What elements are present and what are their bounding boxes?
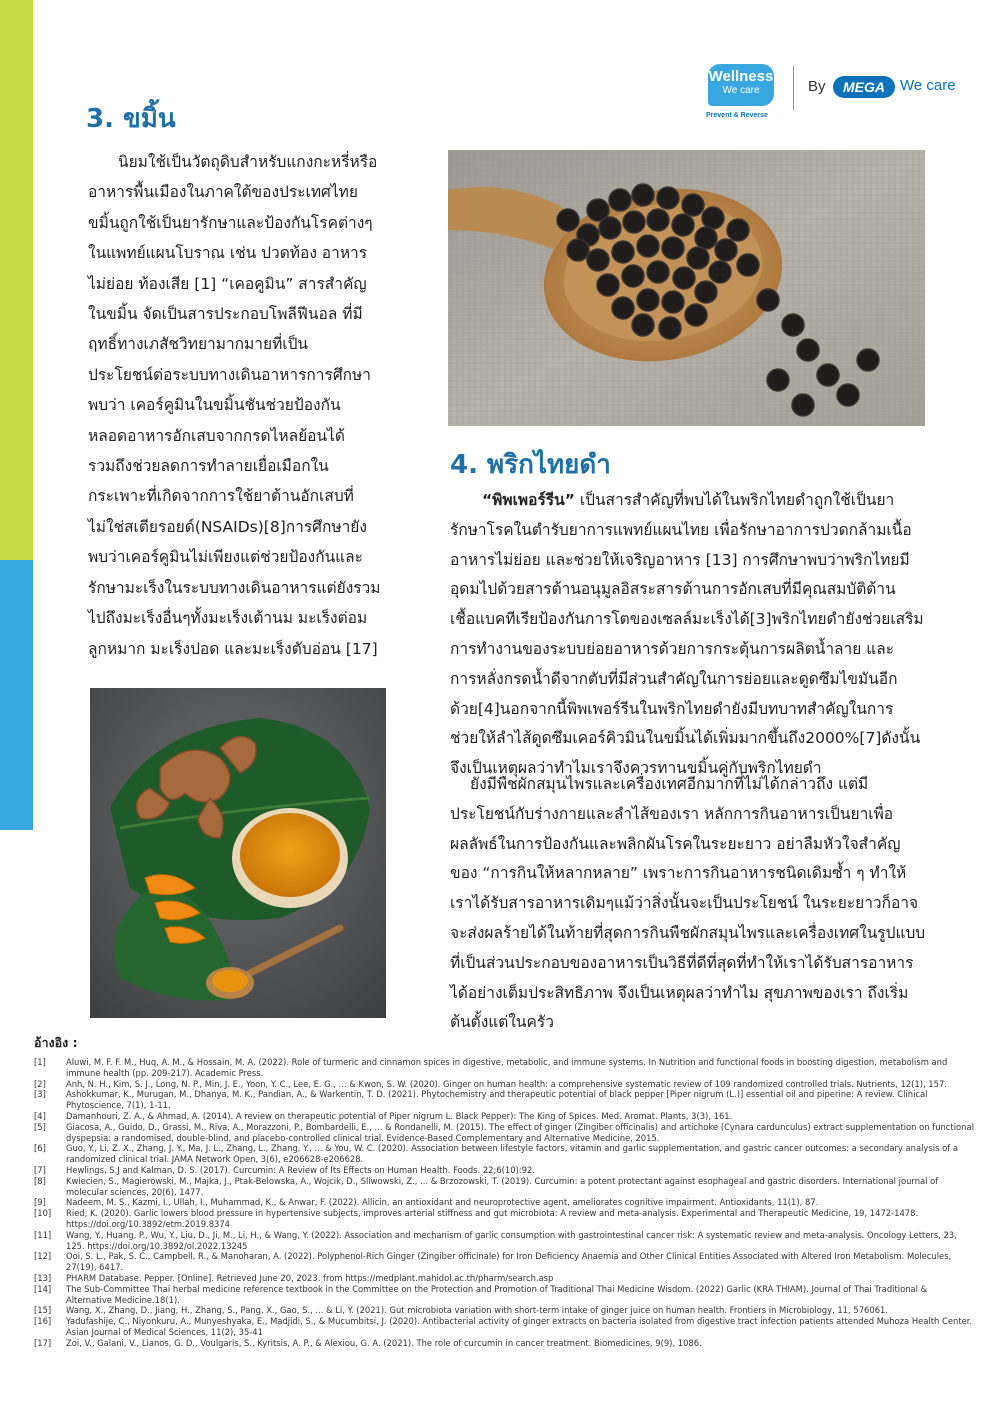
peppercorn	[673, 267, 695, 289]
reference-text: Nadeem, M. S., Kazmi, I., Ullah, I., Muhammad, K., & Anwar, F. (2022). Allicin, an antioxidant and neuroprotective agent, ameliorates cognitive impairment. Antioxidants, 11(1), 87.	[66, 1197, 819, 1208]
reference-item	[34, 1143, 974, 1165]
peppercorn	[609, 189, 631, 211]
reference-number: [6]	[34, 1143, 46, 1154]
peppercorn	[637, 235, 659, 257]
reference-item	[34, 1079, 974, 1090]
section-4-line: การหลั่งกรดน้ำดีจากตับที่มีส่วนสำคัญในการย่อยและดูดซึมไขมันอีก	[450, 669, 898, 688]
accent-bar-green	[0, 0, 33, 560]
section-4-line: อุดมไปด้วยสารต้านอนุมูลอิสระสารต้านการอักเสบที่มีคุณสมบัติต้าน	[450, 580, 896, 599]
reference-number: [10]	[34, 1208, 52, 1219]
peppercorn	[695, 227, 717, 249]
reference-item	[34, 1208, 974, 1230]
reference-item	[34, 1305, 974, 1316]
wellness-badge	[708, 64, 774, 106]
accent-bar-blue	[0, 560, 33, 830]
section-3-line: ไม่ใช่สเตียรอยด์(NSAIDs)[8]การศึกษายัง	[88, 517, 367, 536]
reference-number: [16]	[34, 1316, 52, 1327]
closing-line: ที่เป็นส่วนประกอบของอาหารเป็นวิธีที่ดีที่สุดที่ทำให้เราได้รับสารอาหาร	[450, 953, 914, 972]
reference-text: Yadufashije, C., Niyonkuru, A., Munyeshyaka, E., Madjidi, S., & Mucumbitsi, J. (2020). Antibacterial activity of ginger extracts on bacteria isolated from digestive tract infection patients attended Muhoza Health Center. Asian Journal of Medical Sciences, 11(2), 35-41	[66, 1316, 973, 1337]
reference-item	[34, 1197, 974, 1208]
reference-number: [8]	[34, 1175, 46, 1186]
section-4-title: 4. พริกไทยดำ	[450, 450, 611, 480]
reference-number: [11]	[34, 1229, 52, 1240]
section-3-body	[88, 147, 381, 664]
section-3-line: ลูกหมาก มะเร็งปอด และมะเร็งตับอ่อน [17]	[88, 639, 378, 658]
mega-logo: MEGA	[833, 76, 895, 98]
we-care-text: We care	[900, 77, 956, 94]
reference-item	[34, 1122, 974, 1144]
reference-item	[34, 1251, 974, 1273]
black-pepper-image	[448, 150, 925, 426]
wellness-tagline: Prevent & Reverse	[706, 112, 768, 119]
brand-logo	[700, 60, 970, 124]
reference-item	[34, 1176, 974, 1198]
reference-text: Zoi, V., Galani, V., Lianos, G. D., Voulgaris, S., Kyritsis, A. P., & Alexiou, G. A. (2021). The role of curcumin in cancer treatment. Biomedicines, 9(9), 1086.	[66, 1337, 702, 1348]
section-4-body	[450, 486, 924, 784]
references	[34, 1033, 974, 1349]
peppercorn	[687, 247, 709, 269]
reference-item	[34, 1284, 974, 1306]
peppercorn	[632, 184, 654, 206]
peppercorn	[857, 349, 879, 371]
peppercorn	[715, 239, 737, 261]
references-title: อ้างอิง :	[34, 1035, 78, 1050]
section-4-line: การทำงานของระบบย่อยอาหารด้วยการกระตุ้นการผลิตน้ำลาย และ	[450, 639, 895, 658]
turmeric-image	[90, 688, 386, 1018]
reference-number: [4]	[34, 1110, 46, 1121]
peppercorn	[647, 261, 669, 283]
reference-list	[34, 1057, 974, 1349]
reference-text: Ried, K. (2020). Garlic lowers blood pressure in hypertensive subjects, improves arterial stiffness and gut microbiota: A review and meta-analysis. Experimental and Therapeutic Medicine, 19, 1472-1478. https://doi.org/10.3892/etm.2019.8374	[66, 1208, 919, 1229]
reference-text: The Sub-Committee Thai herbal medicine reference textbook in the Committee on the Protection and Promotion of Traditional Thai Medicine Wisdom. (2022) Garlic (KRA THIAM). Journal of Thai Traditional & Alternative Medicine.18(1).	[66, 1283, 928, 1305]
peppercorn	[597, 274, 619, 296]
peppercorn	[837, 384, 859, 406]
reference-text: Hewlings, S.J and Kalman, D. S. (2017). Curcumin: A Review of Its Effects on Human Health. Foods. 22;6(10):92.	[66, 1164, 535, 1175]
section-4-line: อาหารไม่ย่อย และช่วยให้เจริญอาหาร [13] การศึกษาพบว่าพริกไทยมี	[450, 550, 910, 569]
peppercorn	[792, 394, 814, 416]
peppercorn	[662, 237, 684, 259]
reference-item	[34, 1165, 974, 1176]
reference-text: Anh, N. H., Kim, S. J., Long, N. P., Min, J. E., Yoon, Y. C., Lee, E. G., ... & Kwon, S. W. (2020). Ginger on human health: a comprehensive systematic review of 109 randomized controlled trials. Nutrients, 12(1), 157.	[66, 1078, 947, 1089]
reference-number: [5]	[34, 1121, 46, 1132]
peppercorn	[659, 317, 681, 339]
wellness-main-text: Wellness	[708, 68, 774, 85]
peppercorn	[737, 254, 759, 276]
peppercorn	[632, 314, 654, 336]
black-pepper-photo	[448, 150, 925, 426]
section-3-line: รักษามะเร็งในระบบทางเดินอาหารแต่ยังรวม	[88, 578, 381, 597]
peppercorn	[797, 339, 819, 361]
section-3-line: ไปถึงมะเร็งอื่นๆทั้งมะเร็งเต้านม มะเร็งต่อม	[88, 609, 368, 628]
peppercorn	[647, 209, 669, 231]
section-3-line: พบว่า เคอร์คูมินในขมิ้นชันช่วยป้องกัน	[88, 396, 341, 415]
section-4-lead-rest: เป็นสารสำคัญที่พบได้ในพริกไทยดำถูกใช้เป็นยา	[574, 491, 895, 509]
reference-number: [15]	[34, 1305, 52, 1316]
reference-item	[34, 1316, 974, 1338]
reference-item	[34, 1338, 974, 1349]
peppercorn	[672, 214, 694, 236]
logo-divider	[793, 66, 794, 110]
closing-line: ประโยชน์กับร่างกายและลำไส้ของเรา หลักการกินอาหารเป็นยาเพื่อ	[450, 804, 894, 823]
peppercorn	[695, 281, 717, 303]
reference-number: [12]	[34, 1251, 52, 1262]
peppercorn	[685, 304, 707, 326]
reference-item	[34, 1230, 974, 1252]
reference-number: [17]	[34, 1337, 52, 1348]
section-3-line: ฤทธิ์ทางเภสัชวิทยามากมายที่เป็น	[88, 335, 309, 354]
peppercorn	[587, 249, 609, 271]
piperine-term: “พิพเพอร์รีน”	[482, 491, 575, 509]
closing-line: ได้อย่างเต็มประสิทธิภาพ จึงเป็นเหตุผลว่าทำไม สุขภาพของเรา ถึงเริ่ม	[450, 983, 909, 1002]
section-3-line: ขมิ้นถูกใช้เป็นยารักษาและป้องกันโรคต่างๆ	[88, 213, 373, 232]
reference-number: [3]	[34, 1089, 46, 1100]
section-3-line: อาหารพื้นเมืองในภาคใต้ของประเทศไทย	[88, 183, 358, 202]
reference-item	[34, 1273, 974, 1284]
peppercorn	[612, 297, 634, 319]
reference-text: Wang, X., Zhang, D., Jiang, H., Zhang, S., Pang, X., Gao, S., ... & Li, Y. (2021). Gut microbiota variation with short-term intake of ginger juice on human health. Frontiers in Microbiology, 11, 576061.	[66, 1305, 889, 1316]
section-3-line: ในแพทย์แผนโบราณ เช่น ปวดท้อง อาหาร	[88, 244, 368, 263]
closing-line: จะส่งผลร้ายได้ในท้ายที่สุดการกินพืชผักสมุนไพรและเครื่องเทศในรูปแบบ	[450, 923, 926, 942]
reference-text: Kwiecien, S., Magierowski, M., Majka, J., Ptak-Belowska, A., Wojcik, D., Sliwowski, Z., ... & Brzozowski, T. (2019). Curcumin: a potent protectant against esophageal and gastric disorders. International journal of molecular sciences, 20(6), 1477.	[66, 1175, 939, 1197]
reference-text: Guo, Y., Li, Z. X., Zhang, J. Y., Ma, J. L., Zhang, L., Zhang, Y., ... & You, W. C. (2020). Association between lifestyle factors, vitamin and garlic supplementation, and gastric cancer outcomes: a secondary analysis of a randomized clinical trial. JAMA Network Open, 3(6), e206628-e206628.	[66, 1143, 958, 1165]
reference-item	[34, 1089, 974, 1111]
turmeric-photo	[90, 688, 386, 1018]
peppercorn	[727, 219, 749, 241]
reference-item	[34, 1111, 974, 1122]
section-3-line: กระเพาะที่เกิดจากการใช้ยาต้านอักเสบที่	[88, 487, 354, 506]
peppercorn	[709, 261, 731, 283]
section-3-line: รวมถึงช่วยลดการทำลายเยื่อเมือกใน	[88, 457, 329, 476]
section-3-line: ในขมิ้น จัดเป็นสารประกอบโพลีฟีนอล ที่มี	[88, 305, 363, 324]
peppercorn	[817, 364, 839, 386]
section-4-line: เชื้อแบคทีเรียป้องกันการโตของเซลล์มะเร็งได้[3]พริกไทยดำยังช่วยเสริม	[450, 610, 924, 629]
section-3-line: ไม่ย่อย ท้องเสีย [1] “เคอคูมิน” สารสำคัญ	[88, 274, 367, 293]
section-3-line: พบว่าเคอร์คูมินไม่เพียงแต่ช่วยป้องกันและ	[88, 548, 363, 567]
peppercorn	[702, 207, 724, 229]
peppercorn	[757, 289, 779, 311]
reference-number: [13]	[34, 1272, 52, 1283]
peppercorn	[599, 217, 621, 239]
reference-number: [1]	[34, 1057, 46, 1067]
section-3-line: นิยมใช้เป็นวัตถุดิบสำหรับแกงกะหรี่หรือ	[118, 153, 378, 171]
peppercorn	[567, 239, 589, 261]
peppercorn	[782, 314, 804, 336]
closing-line: ผลลัพธ์ในการป้องกันและพลิกผันโรคในระยะยาว อย่าลืมหัวใจสำคัญ	[450, 834, 901, 853]
section-4-lines	[450, 516, 924, 784]
reference-number: [14]	[34, 1283, 52, 1294]
wellness-sub-text: We care	[722, 85, 760, 96]
reference-text: Wang, Y., Huang, P., Wu, Y., Liu, D., Ji, M., Li, H., & Wang, Y. (2022). Association and mechanism of garlic consumption with gastrointestinal cancer risk: A systematic review and meta-analysis. Oncology Letters, 23, 125. https://doi.org/10.3892/ol.2022.13245	[66, 1229, 957, 1251]
reference-number: [7]	[34, 1164, 46, 1175]
by-text: By	[808, 78, 826, 95]
closing-line: ต้นตั้งแต่ในครัว	[450, 1013, 554, 1032]
section-3-line: หลอดอาหารอักเสบจากกรดไหลย้อนได้	[88, 426, 345, 445]
closing-line: ยังมีพืชผักสมุนไพรและเครื่องเทศอีกมากที่ไม่ได้กล่าวถึง แต่มี	[470, 775, 869, 793]
peppercorn	[623, 211, 645, 233]
closing-line: เราได้รับสารอาหารเดิมๆแม้ว่าสิ่งนั้นจะเป็นประโยชน์ ในระยะยาวก็อาจ	[450, 894, 919, 913]
reference-number: [9]	[34, 1197, 46, 1208]
peppercorn	[767, 369, 789, 391]
peppercorn	[637, 289, 659, 311]
section-4-line: ด้วย[4]นอกจากนี้พิพเพอร์รีนในพริกไทยดำยังมีบทบาทสำคัญในการ	[450, 699, 894, 718]
section-4-line: จึงเป็นเหตุผลว่าทำไมเราจึงควรทานขมิ้นคู่กับพริกไทยดำ	[450, 759, 822, 778]
peppercorn	[662, 291, 684, 313]
section-3-title: 3. ขมิ้น	[86, 104, 176, 134]
peppercorn	[557, 209, 579, 231]
section-4-lead-line	[450, 486, 924, 516]
reference-text: Ashokkumar, K., Murugan, M., Dhanya, M. K., Pandian, A., & Warkentin, T. D. (2021). Phytochemistry and therapeutic potential of black pepper [Piper nigrum (L.)] essential oil and piperine: A review. Clinical Phytoscience, 7(1), 1-11.	[66, 1089, 928, 1111]
section-4-line: รักษาโรคในตำรับยาการแพทย์แผนไทย เพื่อรักษาอาการปวดกล้ามเนื้อ	[450, 520, 912, 539]
reference-text: Ooi, S. L., Pak, S. C., Campbell, R., & Manoharan, A. (2022). Polyphenol-Rich Ginger (Zingiber officinale) for Iron Deficiency Anaemia and Other Clinical Entities Associated with Altered Iron Metabolism. Molecules, 27(19), 6417.	[66, 1251, 952, 1273]
peppercorn	[622, 265, 644, 287]
closing-line: ของ “การกินให้หลากหลาย” เพราะการกินอาหารชนิดเดิมซ้ำ ๆ ทำให้	[450, 864, 907, 883]
peppercorn	[612, 241, 634, 263]
peppercorn	[657, 187, 679, 209]
reference-text: Giacosa, A., Guido, D., Grassi, M., Riva, A., Morazzoni, P., Bombardelli, E., ... & Rondanelli, M. (2015). The effect of ginger (Zingiber officinalis) and artichoke (Cynara cardunculus) extract supplementation on functional dyspepsia: a randomised, double-blind, and placebo-controlled clinical trial. Evidence-Based Complementary and Alternative Medicine, 2015.	[66, 1121, 974, 1143]
reference-text: PHARM Database. Pepper. [Online]. Retrieved June 20, 2023. from https://medplant.mahidol.ac.th/pharm/search.asp	[66, 1272, 554, 1283]
peppercorn	[682, 194, 704, 216]
section-4-line: ช่วยให้ลำไส้ดูดซึมเคอร์คิวมินในขมิ้นได้เพิ่มมากขึ้นถึง2000%[7]ดังนั้น	[450, 729, 921, 748]
reference-number: [2]	[34, 1078, 46, 1089]
section-3-line: ประโยชน์ต่อระบบทางเดินอาหารการศึกษา	[88, 365, 371, 384]
reference-text: Aluwi, M. F. F. M., Huq, A. M., & Hossain, M. A. (2022). Role of turmeric and cinnamon spices in digestive, metabolic, and immune systems. In Nutrition and functional foods in boosting digestion, metabolism and immune health (pp. 209-217). Academic Press.	[66, 1057, 948, 1078]
reference-text: Damanhouri, Z. A., & Ahmad, A. (2014). A review on therapeutic potential of Piper nigrum L. Black Pepper): The King of Spices. Med. Aromat. Plants, 3(3), 161.	[66, 1110, 733, 1121]
reference-item	[34, 1057, 974, 1079]
closing-paragraph	[450, 770, 925, 1038]
